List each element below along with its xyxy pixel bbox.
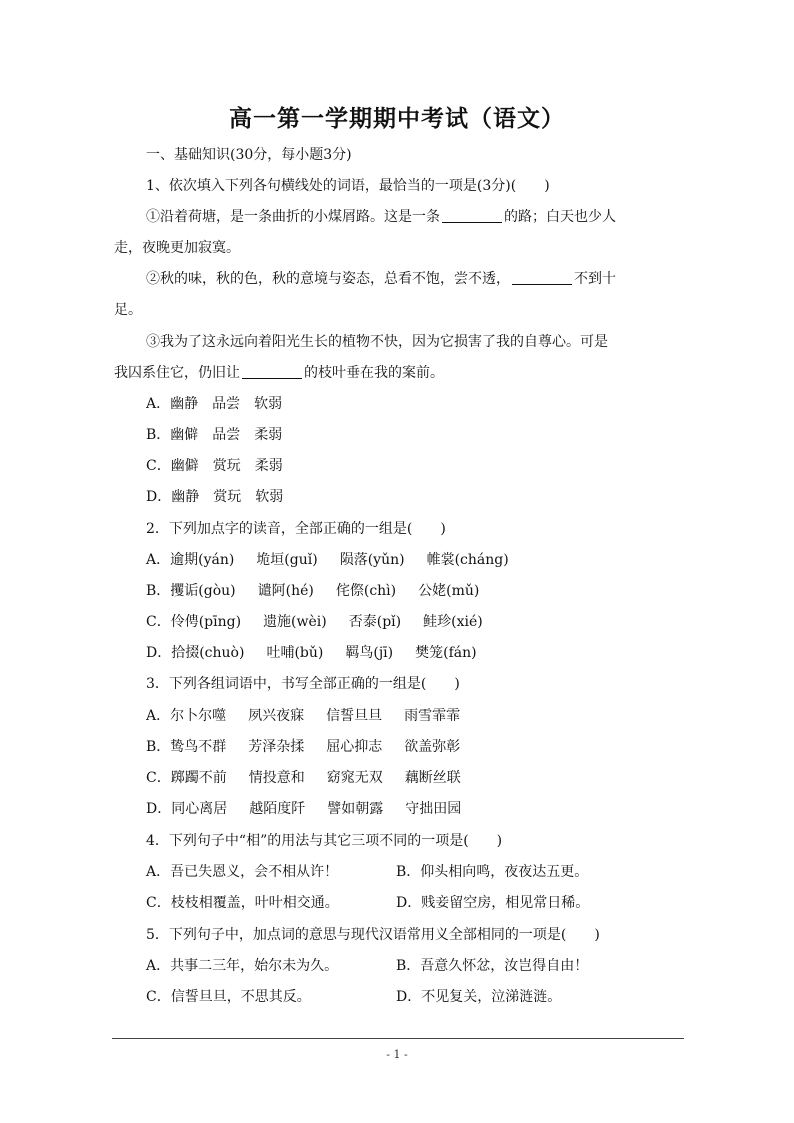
q1-sentence-2-cont: 足。: [114, 302, 142, 318]
q3-c-2: 情投意和: [248, 770, 305, 786]
q1-sentence-2: [146, 270, 716, 288]
q5-option-c: C．信誓旦旦，不思其反。: [146, 989, 311, 1005]
q1-blank-1: [442, 208, 502, 223]
q3-b-1: B．鸷鸟不群: [146, 739, 227, 755]
q5-options-row-1: [146, 957, 716, 975]
q1-blank-2: [512, 270, 572, 285]
q1-s2-text-a: ②秋的味，秋的色，秋的意境与姿态，总看不饱，尝不透，: [146, 271, 510, 287]
q4-options-row-1: [146, 863, 716, 881]
q1-option-a: A．幽静 品尝 软弱: [146, 396, 283, 412]
q2-c-3: 否泰(pǐ): [348, 614, 402, 630]
q2-option-d: [146, 644, 716, 662]
q1-option-c: C．幽僻 赏玩 柔弱: [146, 458, 283, 474]
q3-a-1: A．尔卜尔噬: [146, 708, 227, 724]
q2-d-1: D．拾掇(chuò): [146, 645, 245, 661]
q5-option-b: B．吾意久怀忿，汝岂得自由！: [396, 958, 589, 974]
section-heading: 一、基础知识(30分，每小题3分): [146, 147, 352, 163]
q4-option-b: B．仰头相向鸣，夜夜达五更。: [396, 864, 589, 880]
q3-a-3: 信誓旦旦: [326, 708, 383, 724]
q2-c-2: 遗施(wèi): [263, 614, 327, 630]
q3-b-2: 芳泽杂揉: [248, 739, 305, 755]
q1-sentence-3: ③我为了这永远向着阳光生长的植物不快，因为它损害了我的自尊心。可是: [146, 334, 608, 350]
q4-option-c: C．枝枝相覆盖，叶叶相交通。: [146, 895, 339, 911]
q1-s3-text-b: 的枝叶垂在我的案前。: [304, 365, 444, 381]
q2-c-4: 鲑珍(xié): [423, 614, 483, 630]
question-3-stem: 3．下列各组词语中，书写全部正确的一组是( ): [146, 676, 460, 692]
q2-b-3: 侘傺(chì): [335, 583, 397, 599]
q2-b-4: 公姥(mǔ): [418, 583, 480, 599]
q2-option-b: [146, 582, 716, 600]
q4-option-a: A．吾已失恩义，会不相从许！: [146, 864, 339, 880]
q3-c-3: 窈窕无双: [326, 770, 383, 786]
question-2-stem: 2．下列加点字的读音，全部正确的一组是( ): [146, 521, 446, 537]
page-number: - 1 -: [386, 1048, 408, 1061]
q2-d-4: 樊笼(fán): [415, 645, 477, 661]
q3-b-4: 欲盖弥彰: [404, 739, 461, 755]
q3-option-d: [146, 800, 716, 818]
q1-s3-text-a: 我囚系住它，仍旧让: [114, 365, 240, 381]
q3-c-4: 藕断丝联: [404, 770, 461, 786]
q3-d-2: 越陌度阡: [249, 801, 306, 817]
q1-s2-text-b: 不到十: [574, 271, 616, 287]
q5-option-d: D．不见复关，泣涕涟涟。: [396, 989, 562, 1005]
q4-options-row-2: [146, 894, 716, 912]
q2-option-c: [146, 613, 716, 631]
q1-sentence-1-cont: 走，夜晚更加寂寞。: [114, 240, 240, 256]
q1-s1-text-a: ①沿着荷塘，是一条曲折的小煤屑路。这是一条: [146, 209, 440, 225]
q2-option-a: [146, 551, 716, 569]
q1-blank-3: [242, 364, 302, 379]
q3-a-2: 夙兴夜寐: [248, 708, 305, 724]
q5-options-row-2: [146, 988, 716, 1006]
page-title: 高一第一学期期中考试（语文）: [229, 105, 565, 132]
footer-rule: [112, 1038, 684, 1039]
q2-d-3: 羁鸟(jī): [345, 645, 394, 661]
q3-a-4: 雨雪霏霏: [404, 708, 461, 724]
q3-d-1: D．同心离居: [146, 801, 228, 817]
q1-option-b: B．幽僻 品尝 柔弱: [146, 427, 283, 443]
q1-option-d: D．幽静 赏玩 软弱: [146, 489, 284, 505]
question-5-stem: 5．下列句子中，加点词的意思与现代汉语常用义全部相同的一项是( ): [146, 927, 600, 943]
q1-sentence-3-cont: [114, 364, 684, 382]
q3-b-3: 屈心抑志: [326, 739, 383, 755]
q3-d-3: 譬如朝露: [327, 801, 384, 817]
q2-a-1: A．逾期(yán): [146, 552, 235, 568]
q3-option-c: [146, 769, 716, 787]
q2-a-4: 帷裳(cháng): [426, 552, 509, 568]
q2-c-1: C．伶俜(pīng): [146, 614, 242, 630]
q3-option-a: [146, 707, 716, 725]
q3-option-b: [146, 738, 716, 756]
q3-d-4: 守拙田园: [405, 801, 462, 817]
q1-s1-text-b: 的路；白天也少人: [504, 209, 616, 225]
q2-d-2: 吐哺(bǔ): [266, 645, 324, 661]
q4-option-d: D．贱妾留空房，相见常日稀。: [396, 895, 590, 911]
q2-b-2: 谴阿(hé): [257, 583, 314, 599]
q2-a-2: 垝垣(guǐ): [256, 552, 318, 568]
question-4-stem: 4．下列句子中“相”的用法与其它三项不同的一项是( ): [146, 833, 503, 849]
q5-option-a: A．共事二三年，始尔未为久。: [146, 958, 339, 974]
q3-c-1: C．踯躅不前: [146, 770, 227, 786]
question-1-stem: 1、依次填入下列各句横线处的词语，最恰当的一项是(3分)( ): [146, 178, 550, 194]
q2-a-3: 陨落(yǔn): [339, 552, 405, 568]
q1-sentence-1: [146, 208, 716, 226]
q2-b-1: B．攫诟(gòu): [146, 583, 236, 599]
